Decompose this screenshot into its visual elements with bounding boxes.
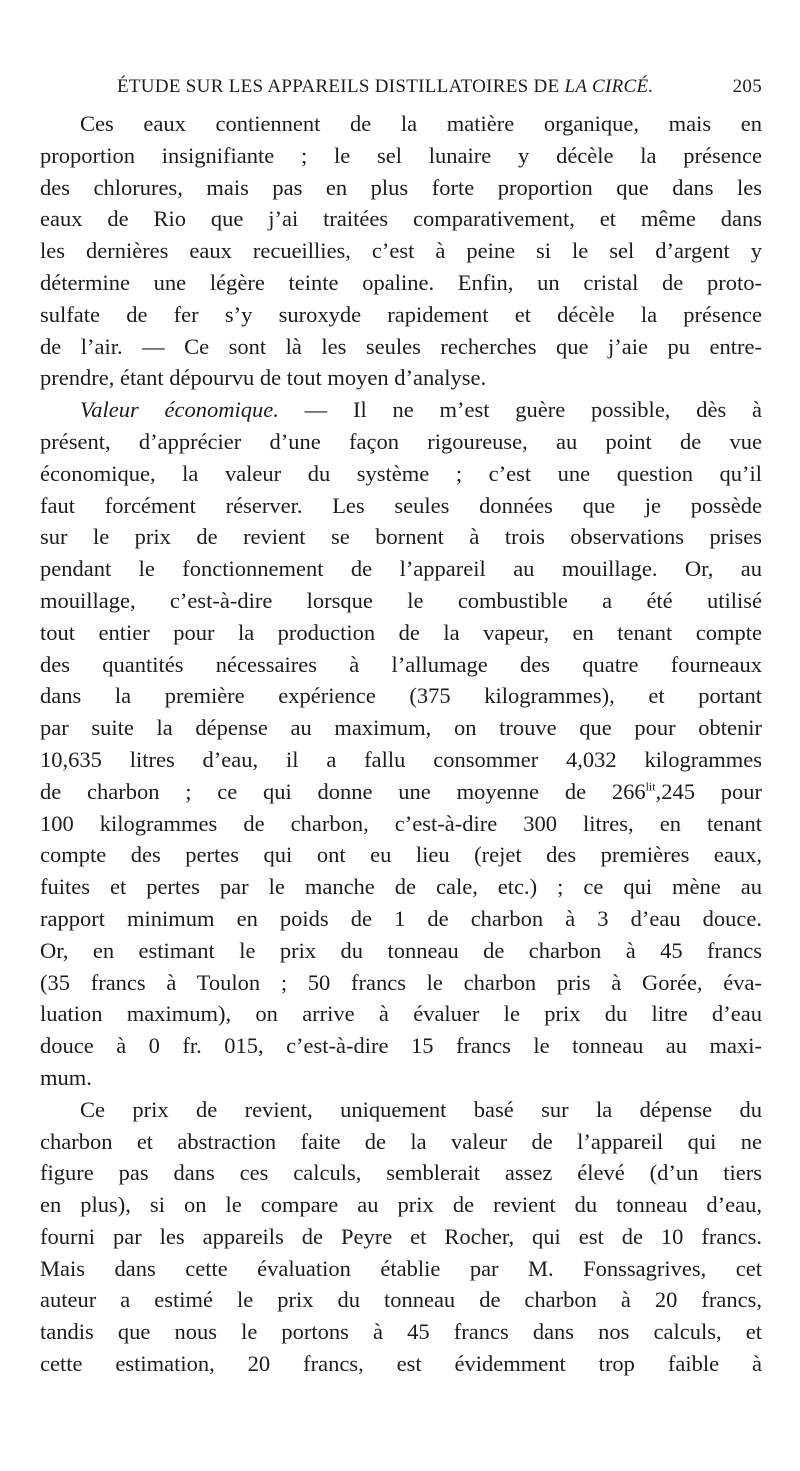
paragraph xyxy=(40,108,762,394)
running-title-prefix: ÉTUDE SUR LES APPAREILS DISTILLATOIRES DE xyxy=(117,76,565,97)
text-line: 100 kilogrammes de charbon, c’est-à-dire 300 litres, en tenant xyxy=(40,810,762,836)
text-line: luation maximum), on arrive à évaluer le prix du litre d’eau xyxy=(40,1001,762,1027)
text-line: Or, en estimant le prix du tonneau de charbon à 45 francs xyxy=(40,937,762,963)
text-run: de charbon ; ce qui donne une moyenne de 266 xyxy=(40,778,646,804)
text-line: Mais dans cette évaluation établie par M. Fonssagrives, cet xyxy=(40,1255,762,1281)
paragraph xyxy=(40,394,762,1094)
text-line: tandis que nous le portons à 45 francs dans nos calculs, et xyxy=(40,1319,762,1345)
text-line: prendre, étant dépourvu de tout moyen d’analyse. xyxy=(40,365,487,391)
text-line: sur le prix de revient se bornent à trois observations prises xyxy=(40,524,762,550)
running-head xyxy=(40,76,762,98)
body-text xyxy=(40,108,762,1380)
text-line: Ces eaux contiennent de la matière organique, mais en xyxy=(80,111,762,136)
text-line: les dernières eaux recueillies, c’est à peine si le sel d’argent y xyxy=(40,238,762,264)
text-line: tout entier pour la production de la vapeur, en tenant compte xyxy=(40,619,762,645)
text-line: pendant le fonctionnement de l’appareil au mouillage. Or, au xyxy=(40,556,762,582)
text-line xyxy=(40,776,762,808)
text-run: ,245 pour xyxy=(655,778,762,804)
text-line: proportion insignifiante ; le sel lunaire y décèle la présence xyxy=(40,142,762,168)
section-heading: Valeur économique. xyxy=(80,397,279,423)
text-line: eaux de Rio que j’ai traitées comparativement, et même dans xyxy=(40,206,762,232)
text-line: fuites et pertes par le manche de cale, etc.) ; ce qui mène au xyxy=(40,874,762,900)
text-line: mouillage, c’est-à-dire lorsque le combustible a été utilisé xyxy=(40,587,762,613)
text-line: par suite la dépense au maximum, on trouve que pour obtenir xyxy=(40,715,762,741)
text-line: présent, d’apprécier d’une façon rigoureuse, au point de vue xyxy=(40,428,762,454)
text-line: fourni par les appareils de Peyre et Rocher, qui est de 10 francs. xyxy=(40,1223,762,1249)
text-line: figure pas dans ces calculs, semblerait assez élevé (d’un tiers xyxy=(40,1160,762,1186)
text-line: (35 francs à Toulon ; 50 francs le charbon pris à Gorée, éva- xyxy=(40,969,762,995)
paragraph xyxy=(40,1094,762,1380)
text-line: mum. xyxy=(40,1064,92,1090)
text-line: dans la première expérience (375 kilogrammes), et portant xyxy=(40,683,762,709)
text-line: rapport minimum en poids de 1 de charbon à 3 d’eau douce. xyxy=(40,905,762,931)
running-title xyxy=(117,76,653,98)
text-line: des chlorures, mais pas en plus forte proportion que dans les xyxy=(40,174,762,200)
text-line: économique, la valeur du système ; c’est une question qu’il xyxy=(40,460,762,486)
ship-name: LA CIRCÉ. xyxy=(564,76,654,97)
text-line: en plus), si on le compare au prix de revient du tonneau d’eau, xyxy=(40,1192,762,1218)
text-line: détermine une légère teinte opaline. Enfin, un cristal de proto- xyxy=(40,269,762,295)
text-line: des quantités nécessaires à l’allumage des quatre fourneaux xyxy=(40,651,762,677)
text-line: 10,635 litres d’eau, il a fallu consommer 4,032 kilogrammes xyxy=(40,746,762,772)
text-line: charbon et abstraction faite de la valeur de l’appareil qui ne xyxy=(40,1128,762,1154)
text-line: Ce prix de revient, uniquement basé sur la dépense du xyxy=(80,1096,762,1122)
text-run: — Il ne m’est guère possible, dès à xyxy=(278,397,762,423)
text-line: de l’air. — Ce sont là les seules recherches que j’aie pu entre- xyxy=(40,333,762,359)
unit-superscript: lit xyxy=(645,779,656,794)
text-line xyxy=(40,394,762,426)
text-line: cette estimation, 20 francs, est évidemment trop faible à xyxy=(40,1351,762,1377)
text-line: auteur a estimé le prix du tonneau de charbon à 20 francs, xyxy=(40,1287,762,1313)
text-line: faut forcément réserver. Les seules données que je possède xyxy=(40,492,762,518)
page-number: 205 xyxy=(732,76,762,97)
text-line: sulfate de fer s’y suroxyde rapidement et décèle la présence xyxy=(40,301,762,327)
text-line: douce à 0 fr. 015, c’est-à-dire 15 francs le tonneau au maxi- xyxy=(40,1033,762,1059)
text-line: compte des pertes qui ont eu lieu (rejet des premières eaux, xyxy=(40,842,762,868)
